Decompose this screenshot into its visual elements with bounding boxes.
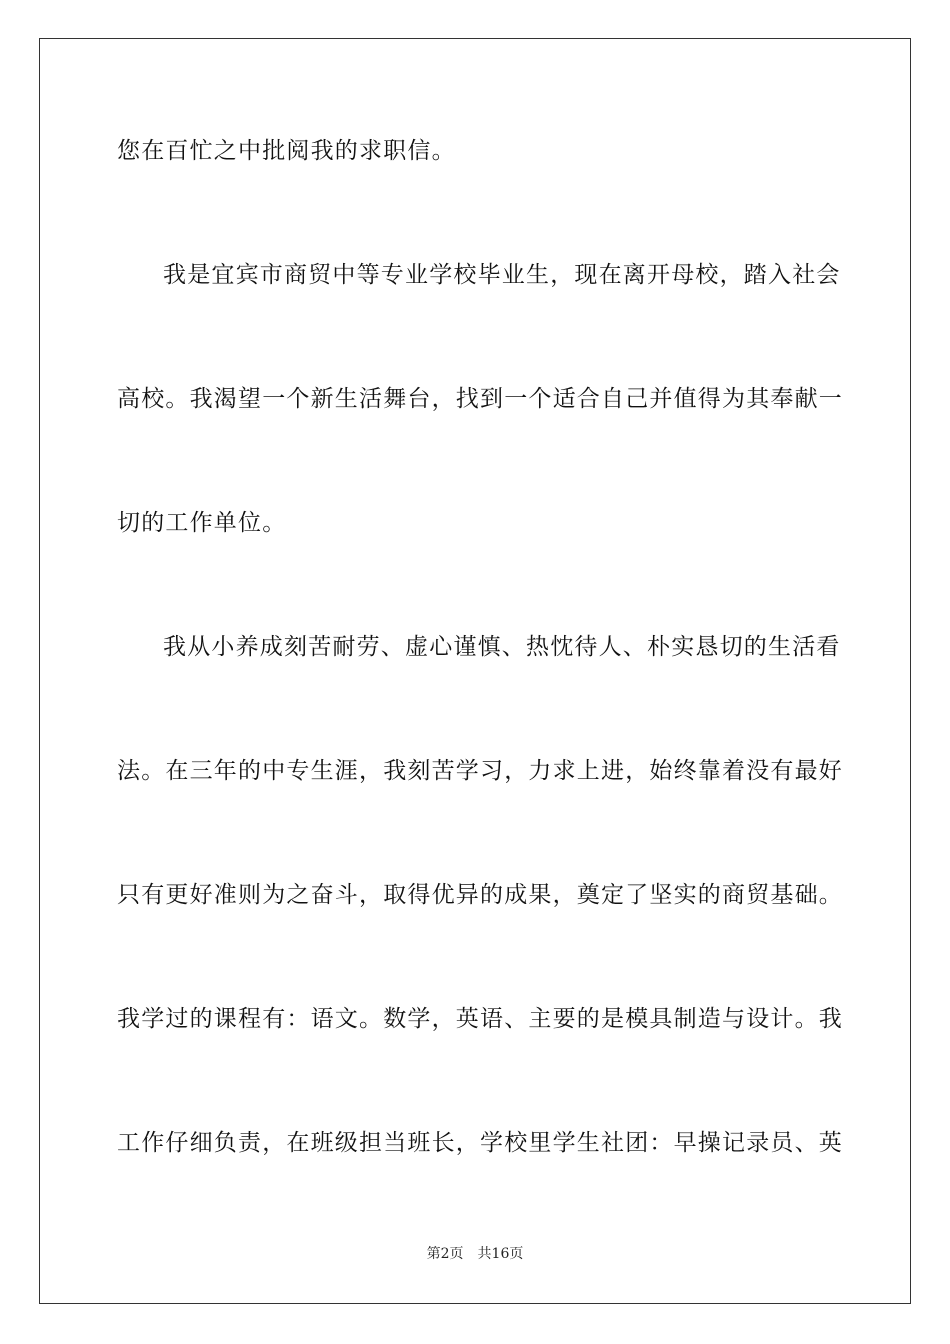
text-line: 我从小养成刻苦耐劳、虚心谨慎、热忱待人、朴实恳切的生活看 [163,634,841,660]
text-line: 法。在三年的中专生涯，我刻苦学习，力求上进，始终靠着没有最好 [117,758,843,784]
page-number: 第2页 [426,1246,464,1262]
text-line: 工作仔细负责，在班级担当班长，学校里学生社团：早操记录员、英 [117,1130,843,1156]
text-line: 您在百忙之中批阅我的求职信。 [117,138,456,164]
page-total: 共16页 [477,1246,524,1262]
text-line: 我是宜宾市商贸中等专业学校毕业生，现在离开母校，踏入社会 [163,262,841,288]
text-line: 只有更好准则为之奋斗，取得优异的成果，奠定了坚实的商贸基础。 [117,882,843,908]
text-line: 我学过的课程有：语文。数学，英语、主要的是模具制造与设计。我 [117,1006,843,1032]
page-footer [0,1245,950,1263]
letter-body [117,0,843,1344]
text-line: 切的工作单位。 [117,510,287,536]
text-line: 高校。我渴望一个新生活舞台，找到一个适合自己并值得为其奉献一 [117,386,843,412]
